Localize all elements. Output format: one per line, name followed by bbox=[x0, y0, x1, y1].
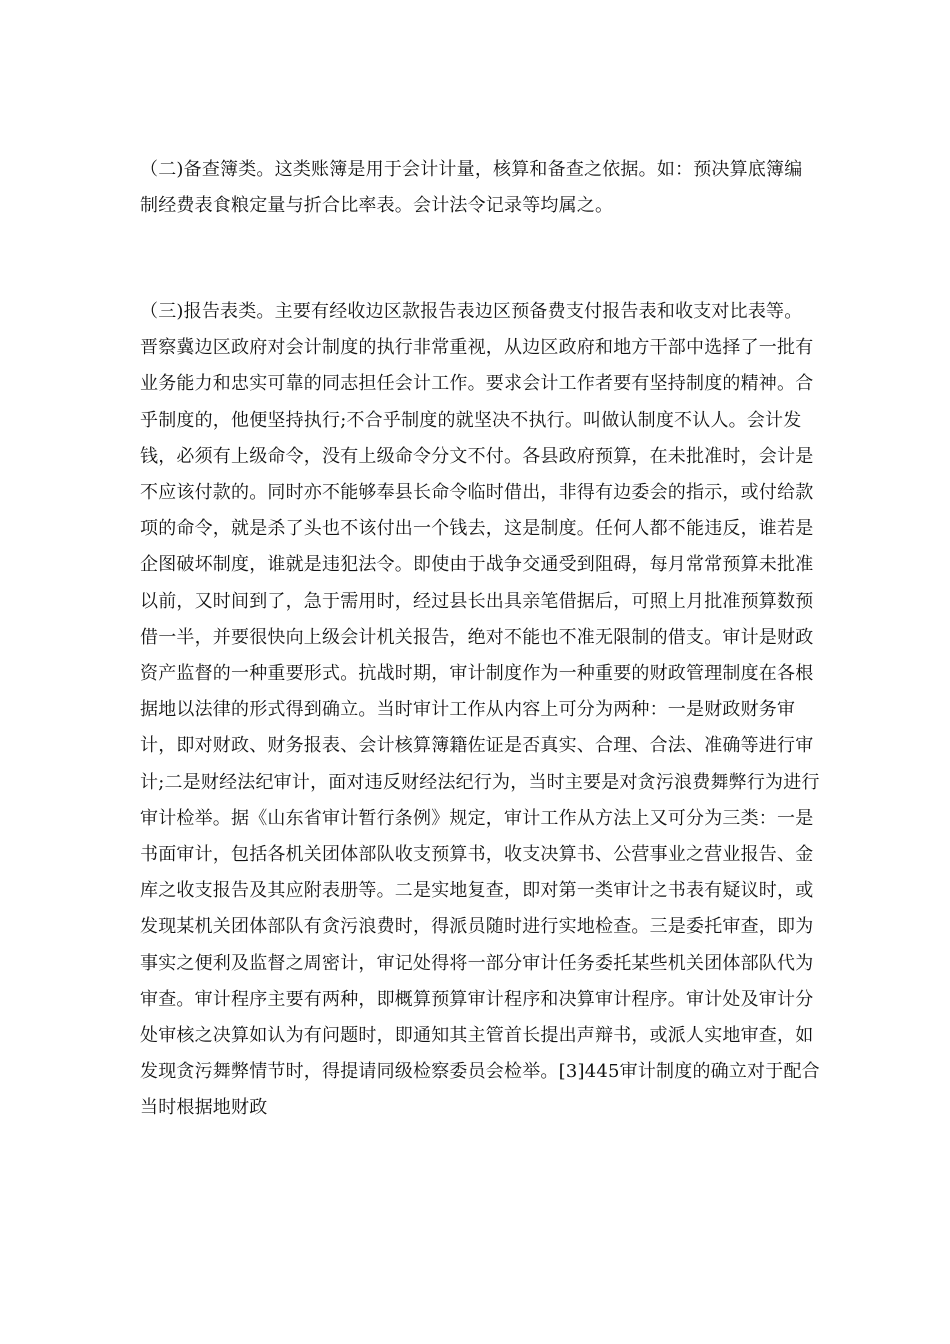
paragraph-report-forms: （三)报告表类。主要有经收边区款报告表边区预备费支付报告表和收支对比表等。晋察冀边区政府对会计制度的执行非常重视，从边区政府和地方干部中选择了一批有业务能力和忠实可靠的同志担任会计工作。要求会计工作者要有坚持制度的精神。合乎制度的，他便坚持执行;不合乎制度的就坚决不执行。叫做认制度不认人。会计发钱，必须有上级命令，没有上级命令分文不付。各县政府预算，在未批准时，会计是不应该付款的。同时亦不能够奉县长命令临时借出，非得有边委会的指示，或付给款项的命令，就是杀了头也不该付出一个钱去，这是制度。任何人都不能违反，谁若是企图破坏制度，谁就是违犯法令。即使由于战争交通受到阻碍，每月常常预算未批准以前，又时间到了，急于需用时，经过县长出具亲笔借据后，可照上月批准预算数预借一半，并要很快向上级会计机关报告，绝对不能也不准无限制的借支。审计是财政资产监督的一种重要形式。抗战时期，审计制度作为一种重要的财政管理制度在各根据地以法律的形式得到确立。当时审计工作从内容上可分为两种：一是财政财务审计，即对财政、财务报表、会计核算簿籍佐证是否真实、合理、合法、准确等进行审计;二是财经法纪审计，面对违反财经法纪行为，当时主要是对贪污浪费舞弊行为进行审计检举。据《山东省审计暂行条例》规定，审计工作从方法上又可分为三类：一是书面审计，包括各机关团体部队收支预算书，收支决算书、公营事业之营业报告、金库之收支报告及其应附表册等。二是实地复查，即对第一类审计之书表有疑议时，或发现某机关团体部队有贪污浪费时，得派员随时进行实地检查。三是委托审查，即为事实之便利及监督之周密计，审记处得将一部分审计任务委托某些机关团体部队代为审查。审计程序主要有两种，即概算预算审计程序和决算审计程序。审计处及审计分处审核之决算如认为有问题时，即通知其主管首长提出声辩书，或派人实地审查，如发现贪污舞弊情节时，得提请同级检察委员会检举。[3]445审计制度的确立对于配合当时根据地财政 bbox=[140, 301, 820, 1119]
paragraph-reference-books: （二)备查簿类。这类账簿是用于会计计量，核算和备查之依据。如：预决算底簿编制经费表食粮定量与折合比率表。会计法令记录等均属之。 bbox=[140, 159, 803, 217]
